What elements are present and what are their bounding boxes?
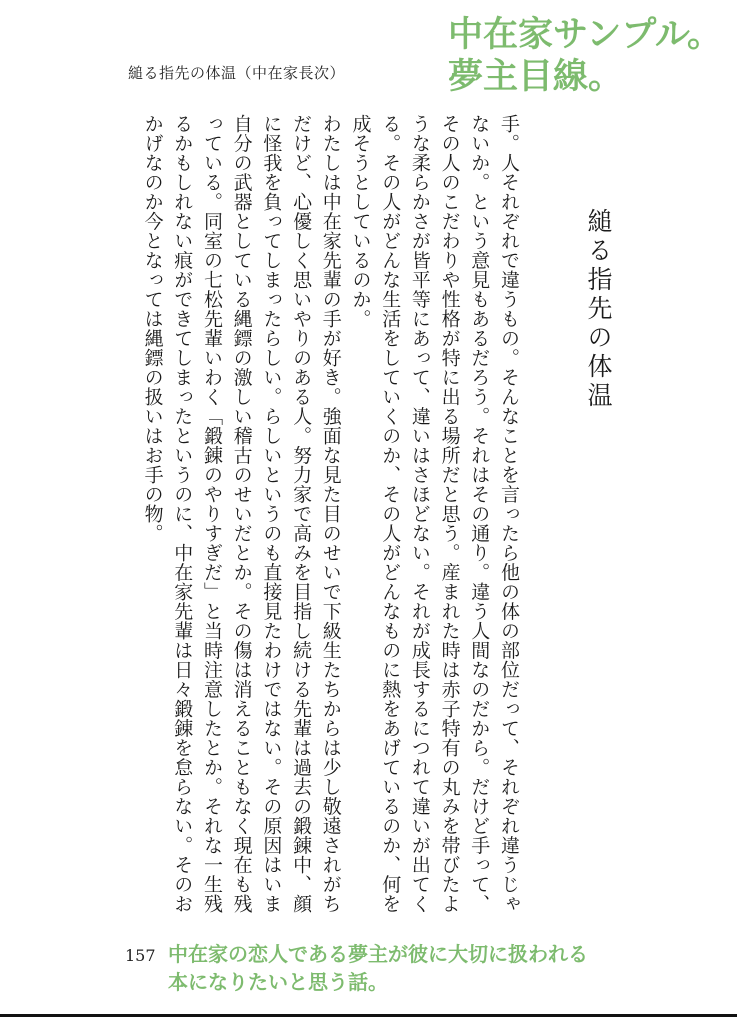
bottom-rule xyxy=(0,1014,737,1017)
promo-top-line-2: 夢主目線。 xyxy=(448,57,624,97)
promo-top-line-1: 中在家サンプル。 xyxy=(448,15,723,55)
promo-caption-bottom xyxy=(168,940,588,996)
running-head: 縋る指先の体温（中在家長次） xyxy=(128,64,346,82)
chapter-title: 縋る指先の体温 xyxy=(584,208,613,411)
paragraph-1: 手。人それぞれで違うもの。そんなことを言ったら他の体の部位だって、それぞれ違うじゃないか。という意見もあるだろう。それはその通り。違う人間なのだから。だけど手って、その人のこだわりや性格が特に出る場所だと思う。産まれた時は赤子特有の丸みを帯びたような柔らかさが皆平等にあって、違いはさほどない。それが成長するにつれて違いが出てくる。その人がどんな生活をしていくのか、その人がどんなものに熱をあげているのか、何を成そうとしているのか。 xyxy=(349,114,520,914)
promo-caption-top xyxy=(448,14,722,98)
vertical-body-text xyxy=(137,114,523,924)
page-number: 157 xyxy=(125,946,156,965)
promo-bottom-line-1: 中在家の恋人である夢主が彼に大切に扱われる xyxy=(168,942,588,966)
promo-bottom-line-2: 本になりたいと思う話。 xyxy=(168,970,388,994)
paragraph-2: わたしは中在家先輩の手が好き。強面な見た目のせいで下級生たちからは少し敬遠されがちだけど、心優しく思いやりのある人。努力家で高みを目指し続ける先輩は過去の鍛錬中、顔に怪我を負ってしまったらしい。らしいというのも直接見たわけではない。その原因はいま自分の武器としている縄鏢の激しい稽古のせいだとか。その傷は消えることもなく現在も残っている。同室の七松先輩いわく「鍛錬のやりすぎだ」と当時注意したとか。それな一生残るかもしれない痕ができてしまったというのに、中在家先輩は日々鍛錬を怠らない。そのおかげなのか今となっては縄鏢の扱いはお手の物。 xyxy=(141,114,342,914)
